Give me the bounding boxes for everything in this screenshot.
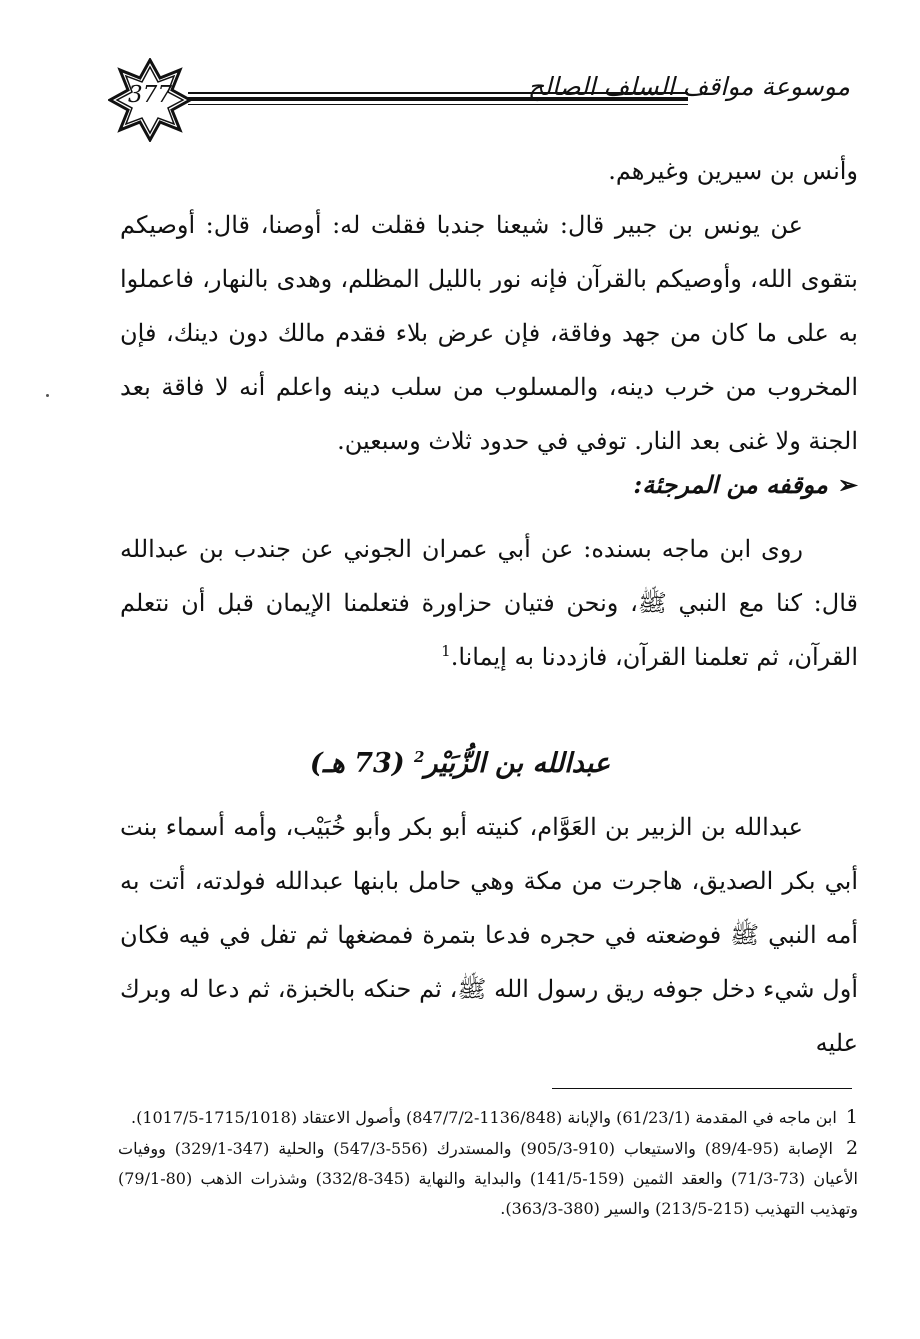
paragraph-ibn-zubayr-bio: عبدالله بن الزبير بن العَوَّام، كنيته أبو بكر وأبو خُبَيْب، وأمه أسماء بنت أبي بكر الصديق، هاجرت من مكة وهي حامل بابنها عبدالله فولدته، أتت به أمه النبي ﷺ فوضعته في حجره فدعا بتمرة فمضغها ثم تفل في فيه فكان أول شيء دخل جوفه ريق رسول الله ﷺ، ثم حنكه بالخبزة، ثم دعا له وبرك عليه (120, 813, 858, 1057)
continuation-line: وأنس بن سيرين وغيرهم. (608, 157, 858, 185)
scan-speck (46, 394, 49, 397)
footnote-ref-2: 2 (414, 748, 425, 766)
footnote-text: ابن ماجه في المقدمة (61/23/1) والإبانة (1136/848-847/7/2) وأصول الاعتقاد (1715/1018-1017/5). (130, 1108, 837, 1127)
section-title-name: عبدالله بن الزُّبَيْر (424, 748, 611, 779)
footnote-text: الإصابة (95-89/4) والاستيعاب (910-905/3) والمستدرك (556-547/3) والحلية (347-329/1) ووفيات الأعيان (73-71/3) والعقد الثمين (159-141/5) والبداية والنهاية (345-332/8) وشذرات الذهب (80-79/1) وتهذيب التهذيب (215-213/5) والسير (380-363/3). (118, 1139, 858, 1218)
text-block-2 (120, 522, 858, 684)
subheading-text: موقفه من المرجئة: (633, 470, 828, 499)
page-header (108, 58, 850, 142)
series-title: موسوعة مواقف السلف الصالح (527, 72, 850, 101)
page-number-badge (108, 58, 192, 142)
arrow-bullet-icon: ➢ (837, 470, 858, 499)
paragraph-jundub-advice: عن يونس بن جبير قال: شيعنا جندبا فقلت له: أوصنا، قال: أوصيكم بتقوى الله، وأوصيكم بالقرآن فإنه نور بالليل المظلم، وهدى بالنهار، فاعملوا به على ما كان من جهد وفاقة، فإن عرض بلاء فقدم مالك دون دينك، فإن المخروب من خرب دينه، والمسلوب من سلب دينه واعلم أنه لا فاقة بعد الجنة ولا غنى بعد النار. توفي في حدود ثلاث وسبعين. (120, 211, 858, 455)
paragraph-ibn-majah: روى ابن ماجه بسنده: عن أبي عمران الجوني عن جندب بن عبدالله قال: كنا مع النبي ﷺ، ونحن فتيان حزاورة فتعلمنا الإيمان قبل أن نتعلم القرآن، ثم تعلمنا القرآن، فازددنا به إيمانا.$^1$ (120, 535, 858, 671)
section-title (200, 748, 720, 779)
footnote-divider (552, 1088, 852, 1089)
footnote-number: 2 (845, 1137, 859, 1159)
footnote-number: 1 (845, 1106, 858, 1128)
text-block-1 (120, 144, 858, 468)
subheading-murjia (633, 470, 858, 499)
footnote-ref-1: 1 (441, 642, 451, 660)
text-block-3 (120, 800, 858, 1070)
section-title-date: (73 هـ) (309, 748, 405, 779)
footnote-2 (118, 1133, 858, 1224)
page-number: 377 (128, 82, 172, 108)
footnote-1 (118, 1102, 858, 1133)
footnotes (118, 1102, 858, 1224)
